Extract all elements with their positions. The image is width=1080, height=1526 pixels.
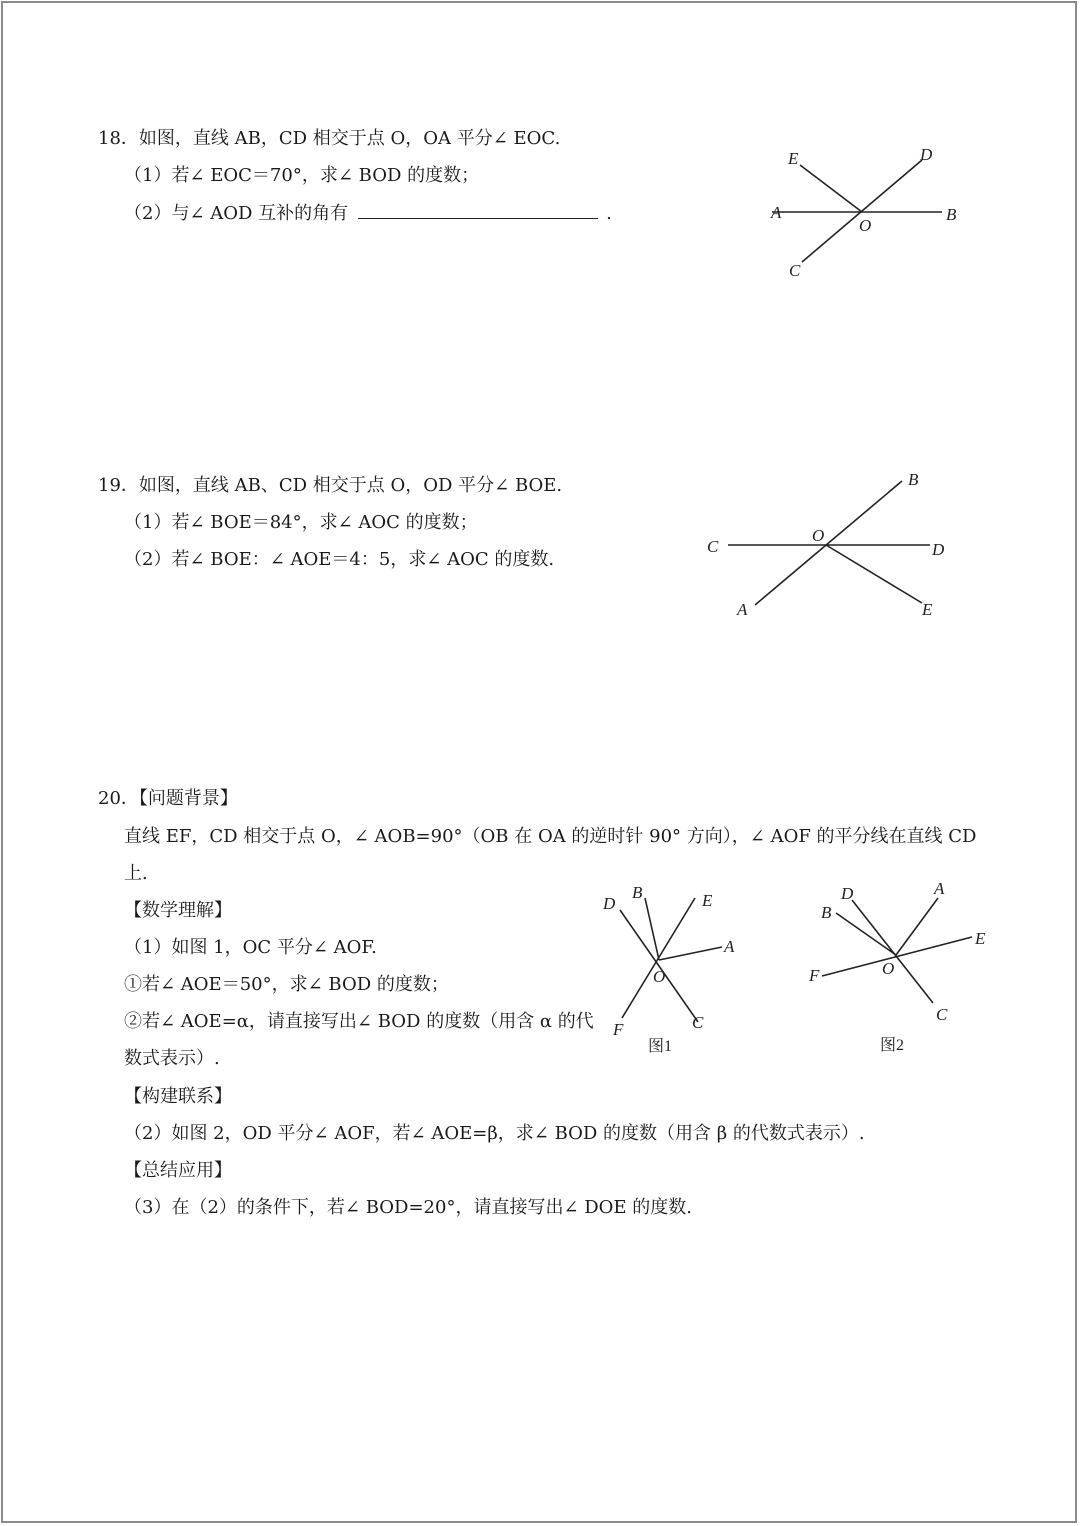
q18-part1: （1）若∠ EOC＝70°，求∠ BOD 的度数； <box>124 165 480 186</box>
figure-2-caption: 图2 <box>880 1037 905 1054</box>
q20-background-line2: 上. <box>124 863 148 884</box>
q20-part1b-line2: 数式表示）. <box>124 1048 220 1069</box>
label-e: E <box>788 149 799 168</box>
q20-part1: （1）如图 1，OC 平分∠ AOF. <box>124 937 377 958</box>
q18-part2-end: . <box>606 203 612 224</box>
q19-stem: 19．如图，直线 AB、CD 相交于点 O，OD 平分∠ BOE. <box>98 475 563 496</box>
label-c: C <box>789 261 801 280</box>
label-b: B <box>946 205 957 224</box>
q20-background-line1: 直线 EF，CD 相交于点 O，∠ AOB=90°（OB 在 OA 的逆时针 90° 方向），∠ AOF 的平分线在直线 CD <box>124 826 977 847</box>
label-d: D <box>603 894 616 913</box>
label-a: A <box>724 937 735 956</box>
label-o: O <box>812 526 825 545</box>
section-math-understanding: 【数学理解】 <box>124 900 232 921</box>
label-e: E <box>702 891 713 910</box>
label-c: C <box>936 1005 948 1024</box>
ray-oe <box>826 545 922 603</box>
label-c: C <box>707 537 719 556</box>
q20-part1a: ①若∠ AOE＝50°，求∠ BOD 的度数； <box>124 974 449 995</box>
label-d: D <box>841 884 854 903</box>
q20-figure-2 <box>800 875 1000 1055</box>
q20-part3: （3）在（2）的条件下，若∠ BOD=20°，请直接写出∠ DOE 的度数. <box>124 1197 693 1218</box>
label-a: A <box>771 203 782 222</box>
label-d: D <box>920 145 933 164</box>
q20-part1b-line1: ②若∠ AOE=α，请直接写出∠ BOD 的度数（用含 α 的代 <box>124 1011 594 1032</box>
q19-part1: （1）若∠ BOE＝84°，求∠ AOC 的度数； <box>124 512 478 533</box>
answer-blank[interactable] <box>358 202 598 219</box>
label-o: O <box>859 216 872 235</box>
ray-oe <box>800 165 862 212</box>
ray-ob <box>836 913 896 955</box>
label-e: E <box>922 600 933 619</box>
q20-figure-1 <box>600 880 750 1060</box>
q18-figure <box>760 140 970 290</box>
line-dc <box>852 900 933 1003</box>
line-ab <box>755 481 902 605</box>
label-o: O <box>882 959 895 978</box>
q18-part2-text: （2）与∠ AOD 互补的角有 <box>124 203 349 224</box>
section-build-connection: 【构建联系】 <box>124 1086 232 1107</box>
ray-oa <box>659 947 722 960</box>
q20-heading: 20．【问题背景】 <box>98 788 238 809</box>
q18-part2 <box>124 202 612 226</box>
label-a: A <box>934 879 945 898</box>
q20-part2: （2）如图 2，OD 平分∠ AOF，若∠ AOE=β，求∠ BOD 的度数（用含 β 的代数式表示）. <box>124 1123 865 1144</box>
label-f: F <box>613 1020 624 1039</box>
label-c: C <box>692 1013 704 1032</box>
label-o: O <box>653 967 666 986</box>
label-b: B <box>821 903 832 922</box>
q19-part2: （2）若∠ BOE：∠ AOE＝4：5，求∠ AOC 的度数. <box>124 549 555 570</box>
label-b: B <box>908 470 919 489</box>
label-d: D <box>932 540 945 559</box>
line-dc <box>620 910 698 1022</box>
label-a: A <box>737 600 748 619</box>
section-summary-application: 【总结应用】 <box>124 1160 232 1181</box>
figure-1-caption: 图1 <box>648 1038 673 1055</box>
label-e: E <box>975 929 986 948</box>
q18-stem: 18．如图，直线 AB，CD 相交于点 O，OA 平分∠ EOC. <box>98 128 561 149</box>
label-b: B <box>632 883 643 902</box>
ray-oa <box>896 898 938 955</box>
label-f: F <box>809 966 820 985</box>
q19-figure <box>700 465 960 625</box>
ray-ob <box>645 898 659 960</box>
